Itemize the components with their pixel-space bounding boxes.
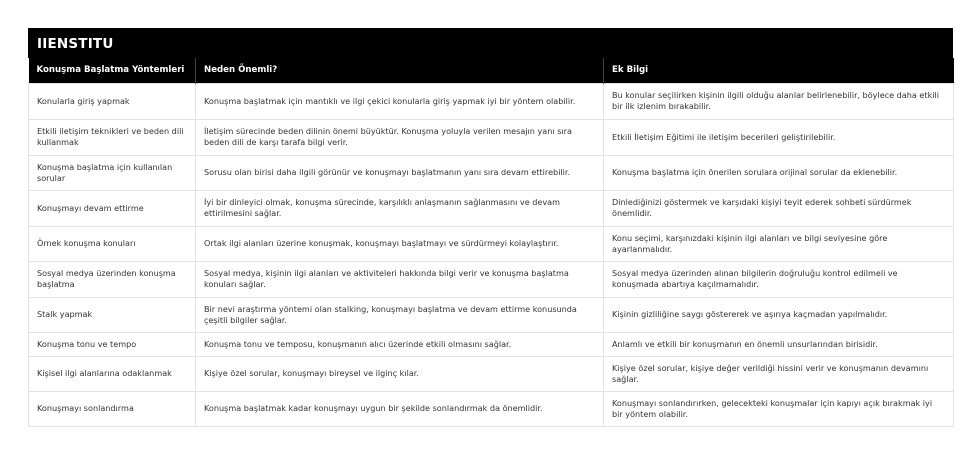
table-row — [29, 155, 954, 190]
table-row — [29, 83, 954, 119]
table-cell-method: Örnek konuşma konuları — [29, 226, 196, 261]
table-cell-reason: İyi bir dinleyici olmak, konuşma sürecinde, karşılıklı anlaşmanın sağlanmasını ve devam ettirilmesini sağlar. — [196, 190, 604, 226]
table-cell-reason: Bir nevi araştırma yöntemi olan stalking, konuşmayı başlatma ve devam ettirme konusunda çeşitli bilgiler sağlar. — [196, 297, 604, 332]
table-cell-info: Kişiye özel sorular, kişiye değer verildiği hissini verir ve konuşmanın devamını sağlar. — [604, 356, 954, 391]
table-cell-info: Dinlediğinizi göstermek ve karşıdaki kişiyi teyit ederek sohbeti sürdürmek önemlidir. — [604, 190, 954, 226]
table-cell-info: Bu konular seçilirken kişinin ilgili olduğu alanlar belirlenebilir, böylece daha etkili bir ilk izlenim bırakabilir. — [604, 83, 954, 119]
table-row — [29, 332, 954, 356]
column-header-extra-info: Ek Bilgi — [604, 58, 954, 83]
table-cell-method: Konuşmayı devam ettirme — [29, 190, 196, 226]
column-header-methods: Konuşma Başlatma Yöntemleri — [29, 58, 196, 83]
table-cell-reason: Sorusu olan birisi daha ilgili görünür ve konuşmayı başlatmanın yanı sıra devam ettirebilir. — [196, 155, 604, 190]
table-header-row — [29, 58, 954, 83]
table-cell-method: Konularla giriş yapmak — [29, 83, 196, 119]
table-row — [29, 261, 954, 297]
table-cell-reason: Kişiye özel sorular, konuşmayı bireysel ve ilginç kılar. — [196, 356, 604, 391]
table-cell-method: Konuşma tonu ve tempo — [29, 332, 196, 356]
table-cell-info: Kişinin gizliliğine saygı göstererek ve aşırıya kaçmadan yapılmalıdır. — [604, 297, 954, 332]
table-row — [29, 119, 954, 155]
table-cell-info: Konuşmayı sonlandırırken, gelecekteki konuşmalar için kapıyı açık bırakmak iyi bir yöntem olabilir. — [604, 391, 954, 426]
table-cell-method: Sosyal medya üzerinden konuşma başlatma — [29, 261, 196, 297]
table-cell-method: Konuşma başlatma için kullanılan sorular — [29, 155, 196, 190]
table-cell-reason: Konuşma başlatmak kadar konuşmayı uygun bir şekilde sonlandırmak da önemlidir. — [196, 391, 604, 426]
content-table-card — [28, 28, 953, 427]
table-cell-reason: Konuşma başlatmak için mantıklı ve ilgi çekici konularla giriş yapmak iyi bir yöntem olabilir. — [196, 83, 604, 119]
table-row — [29, 190, 954, 226]
table-cell-info: Konu seçimi, karşınızdaki kişinin ilgi alanları ve bilgi seviyesine göre ayarlanmalıdır. — [604, 226, 954, 261]
table-cell-reason: İletişim sürecinde beden dilinin önemi büyüktür. Konuşma yoluyla verilen mesajın yanı sıra beden dili de karşı tarafa bilgi verir. — [196, 119, 604, 155]
table-row — [29, 226, 954, 261]
table-row — [29, 356, 954, 391]
column-header-why-important: Neden Önemli? — [196, 58, 604, 83]
table-cell-method: Etkili iletişim teknikleri ve beden dili kullanmak — [29, 119, 196, 155]
table-cell-reason: Sosyal medya, kişinin ilgi alanları ve aktiviteleri hakkında bilgi verir ve konuşma başlatma konuları sağlar. — [196, 261, 604, 297]
table-cell-info: Anlamlı ve etkili bir konuşmanın en önemli unsurlarından birisidir. — [604, 332, 954, 356]
table-row — [29, 391, 954, 426]
table-cell-method: Konuşmayı sonlandırma — [29, 391, 196, 426]
table-cell-info: Sosyal medya üzerinden alınan bilgilerin doğruluğu kontrol edilmeli ve konuşmada abartıya kaçılmamalıdır. — [604, 261, 954, 297]
table-row — [29, 297, 954, 332]
table-cell-method: Kişisel ilgi alanlarına odaklanmak — [29, 356, 196, 391]
brand-title: IIENSTITU — [28, 28, 953, 58]
table-cell-info: Etkili İletişim Eğitimi ile iletişim becerileri geliştirilebilir. — [604, 119, 954, 155]
table-cell-reason: Konuşma tonu ve temposu, konuşmanın alıcı üzerinde etkili olmasını sağlar. — [196, 332, 604, 356]
table-cell-reason: Ortak ilgi alanları üzerine konuşmak, konuşmayı başlatmayı ve sürdürmeyi kolaylaştırır. — [196, 226, 604, 261]
methods-table — [28, 58, 954, 427]
table-cell-info: Konuşma başlatma için önerilen sorulara orijinal sorular da eklenebilir. — [604, 155, 954, 190]
table-cell-method: Stalk yapmak — [29, 297, 196, 332]
